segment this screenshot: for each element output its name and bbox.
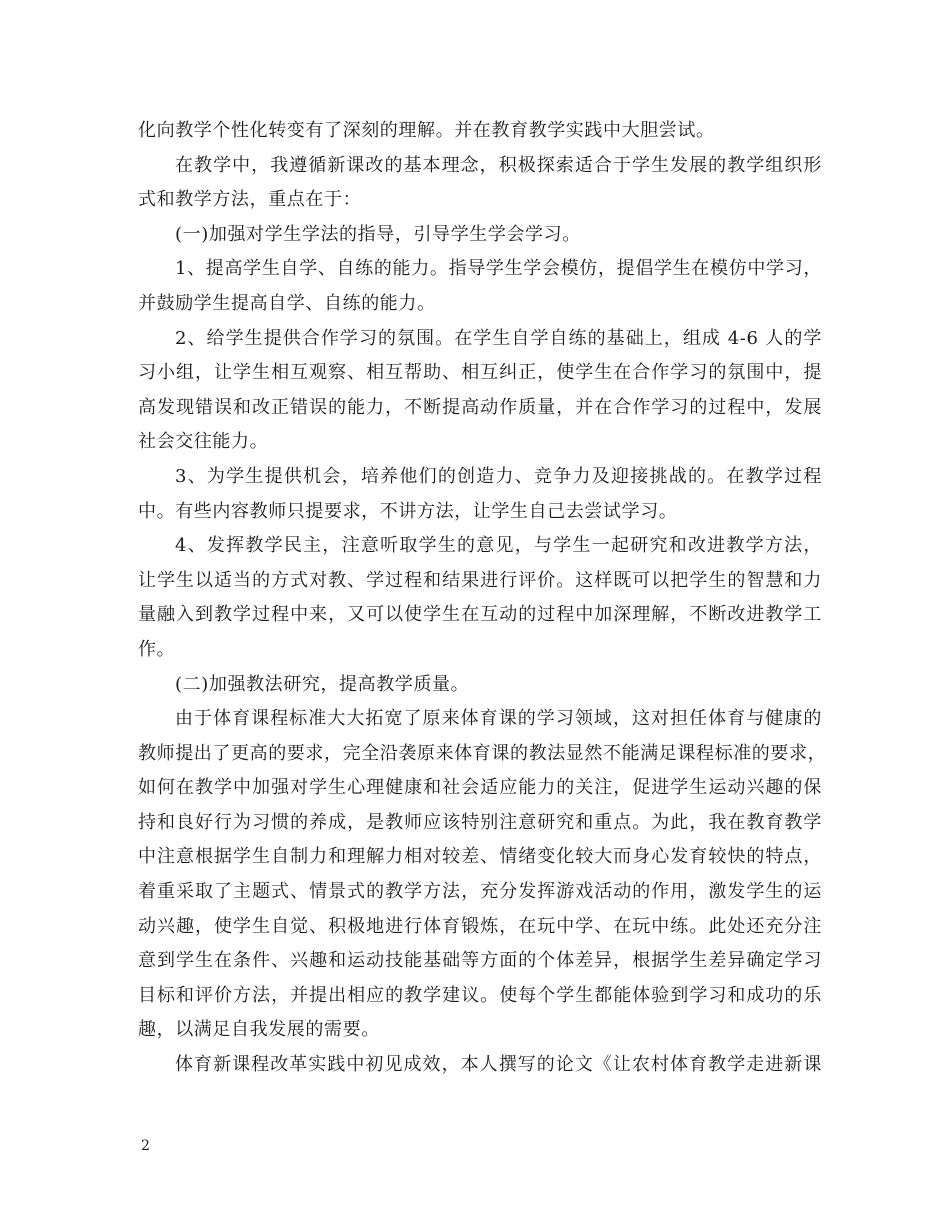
text-line: 在教学中，我遵循新课改的基本理念，积极探索适合于学生发展的教学组织形: [175, 154, 822, 176]
text-line: 中注意根据学生自制力和理解力相对较差、情绪变化较大而身心发育较快的特点，: [138, 846, 822, 868]
text-line: 动兴趣，使学生自觉、积极地进行体育锻炼，在玩中学、在玩中练。此处还充分注: [138, 915, 822, 937]
text-line: 让学生以适当的方式对教、学过程和结果进行评价。这样既可以把学生的智慧和力: [138, 569, 822, 591]
text-line: 由于体育课程标准大大拓宽了原来体育课的学习领域，这对担任体育与健康的: [175, 708, 822, 730]
text-line: 如何在教学中加强对学生心理健康和社会适应能力的关注，促进学生运动兴趣的保: [138, 777, 822, 799]
text-line: 体育新课程改革实践中初见成效，本人撰写的论文《让农村体育教学走进新课: [175, 1054, 822, 1076]
text-line: 中。有些内容教师只提要求，不讲方法，让学生自己去尝试学习。: [138, 500, 678, 522]
text-line: 2、给学生提供合作学习的氛围。在学生自学自练的基础上，组成 4-6 人的学: [175, 327, 823, 349]
text-line: 教师提出了更高的要求，完全沿袭原来体育课的教法显然不能满足课程标准的要求，: [138, 742, 827, 764]
text-line: 作。: [138, 638, 176, 660]
document-body: [138, 114, 827, 1083]
text-line: 3、为学生提供机会，培养他们的创造力、竞争力及迎接挑战的。在教学过程: [175, 465, 822, 487]
text-line: 高发现错误和改正错误的能力，不断提高动作质量，并在合作学习的过程中，发展: [138, 396, 822, 418]
text-line: 量融入到教学过程中来，又可以使学生在互动的过程中加深理解，不断改进教学工: [138, 604, 822, 626]
text-line: 着重采取了主题式、情景式的教学方法，充分发挥游戏活动的作用，激发学生的运: [138, 881, 822, 903]
text-line: 化向教学个性化转变有了深刻的理解。并在教育教学实践中大胆尝试。: [138, 120, 715, 141]
text-line: 趣，以满足自我发展的需要。: [138, 1019, 380, 1041]
text-line: 式和教学方法，重点在于：: [138, 189, 362, 211]
text-line: (二)加强教法研究，提高教学质量。: [175, 673, 470, 695]
text-line: 并鼓励学生提高自学、自练的能力。: [138, 292, 436, 314]
text-line: 4、发挥教学民主，注意听取学生的意见，与学生一起研究和改进教学方法，: [175, 535, 822, 557]
text-line: 意到学生在条件、兴趣和运动技能基础等方面的个体差异，根据学生差异确定学习: [138, 950, 822, 972]
text-line: 持和良好行为习惯的养成，是教师应该特别注意研究和重点。为此，我在教育教学: [138, 811, 822, 833]
text-line: 习小组，让学生相互观察、相互帮助、相互纠正，使学生在合作学习的氛围中，提: [138, 362, 822, 384]
text-line: 1、提高学生自学、自练的能力。指导学生学会模仿，提倡学生在模仿中学习，: [175, 258, 822, 280]
text-line: 目标和评价方法，并提出相应的教学建议。使每个学生都能体验到学习和成功的乐: [138, 984, 822, 1006]
text-line: 社会交往能力。: [138, 431, 269, 453]
text-line: (一)加强对学生学法的指导，引导学生学会学习。: [175, 223, 581, 245]
page-number: 2: [141, 1138, 150, 1154]
